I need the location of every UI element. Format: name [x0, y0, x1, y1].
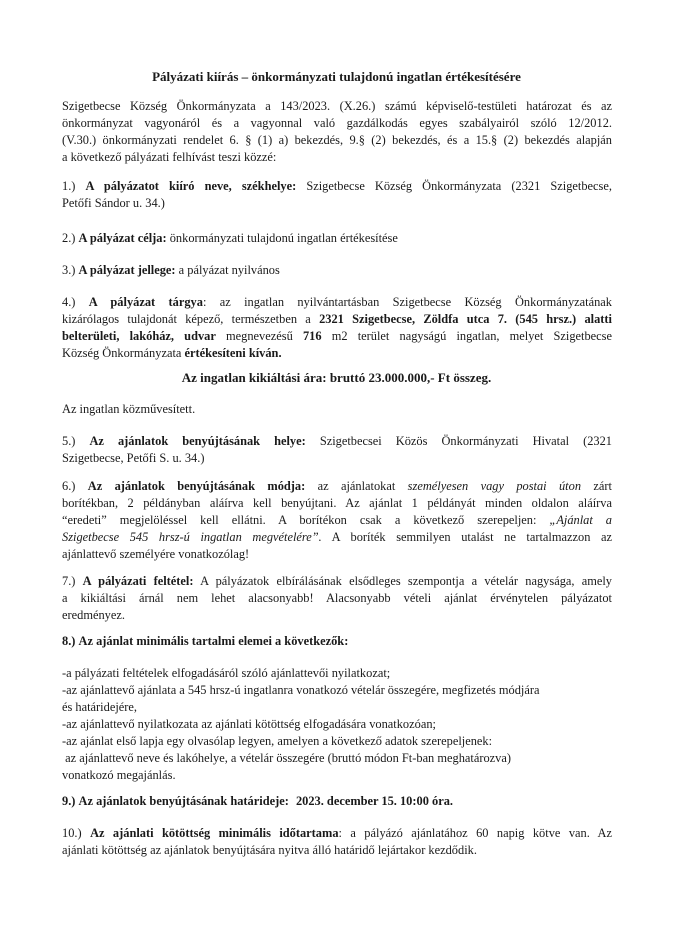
- section-label: Az ajánlatok benyújtásának módja:: [87, 479, 306, 493]
- list-item: az ajánlattevő neve és lakóhelye, a vételár összegére (bruttó módon Ft-ban meghatározva): [62, 751, 511, 765]
- section-9: [62, 793, 612, 810]
- section-text: Szigetbecse, Petőfi S. u. 34.): [62, 451, 205, 465]
- section-2: [62, 230, 612, 247]
- list-item: -az ajánlattevő ajánlata a 545 hrsz-ú ingatlanra vonatkozó vételár összegére, megfizetés módjára: [62, 683, 540, 697]
- section-text: ajánlattevő személyére vonatkozólag!: [62, 547, 250, 561]
- section-number: 1.): [62, 179, 76, 193]
- section-text: Szigetbecsei Közös Önkormányzati Hivatal (2321: [319, 434, 612, 448]
- section-6: [62, 478, 612, 563]
- section-text: borítékban, 2 példányban aláírva kell benyújtani. Az ajánlat 1 példányát minden oldalon aláírva: [62, 496, 612, 510]
- delivery-method: személyesen vagy postai úton: [407, 479, 582, 493]
- section-text: m2 terület nagyságú ingatlan, melyet Szigetbecse: [331, 329, 613, 343]
- section-label: A pályázatot kiíró neve, székhelye:: [85, 179, 297, 193]
- section-text: A pályázatok elbírálásának elsődleges szempontja a vételár nagysága, amely: [200, 574, 612, 588]
- section-text: megnevezésű: [226, 329, 293, 343]
- intro-line: Szigetbecse Község Önkormányzata a 143/2023. (X.26.) számú képviselő-testületi határozat és az: [62, 99, 612, 113]
- section-4: [62, 294, 612, 362]
- section-number: 4.): [62, 295, 76, 309]
- section-8-list: [62, 665, 612, 784]
- section-number: 3.): [62, 263, 76, 277]
- section-text: kizárólagos tulajdonát képező, természetben a: [62, 312, 311, 326]
- utility-note: Az ingatlan közművesített.: [62, 402, 196, 416]
- section-text: Petőfi Sándor u. 34.): [62, 196, 165, 210]
- property-address: 2321 Szigetbecse, Zöldfa utca 7. (545 hrsz.) alatti: [319, 312, 612, 326]
- section-label: A pályázat jellege:: [78, 263, 176, 277]
- envelope-label: „Ajánlat a: [549, 513, 612, 527]
- section-text: : az ingatlan nyilvántartásban Szigetbecse Község Önkormányzatának: [202, 295, 613, 309]
- section-7: [62, 573, 612, 624]
- section-text: Szigetbecse Község Önkormányzata (2321 Szigetbecse,: [306, 179, 612, 193]
- section-number: 9.): [62, 794, 76, 808]
- sale-intent: értékesíteni kíván.: [184, 346, 282, 360]
- section-text: eredményez.: [62, 608, 125, 622]
- intro-line: (V.30.) önkormányzati rendelet 6. § (1) a) bekezdés, 9.§ (2) bekezdés, és a 15.§ (2) bekezdés alapján: [62, 133, 612, 147]
- section-label: A pályázati feltétel:: [82, 574, 194, 588]
- section-text: A boríték semmilyen utalást ne tartalmazzon az: [331, 530, 612, 544]
- section-3: [62, 262, 612, 279]
- section-10: [62, 825, 612, 859]
- section-text: az ajánlatokat: [317, 479, 396, 493]
- intro-paragraph: [62, 98, 612, 166]
- envelope-label: Szigetbecse 545 hrsz-ú ingatlan megvételére”.: [62, 530, 322, 544]
- property-type: belterületi, lakóház, udvar: [62, 329, 216, 343]
- section-number: 8.): [62, 634, 76, 648]
- intro-line: önkormányzat vagyonáról és a vagyonnal való gazdálkodás egyes szabályairól szóló 12/2012.: [62, 116, 612, 130]
- list-item: -az ajánlattevő nyilatkozata az ajánlati kötöttség elfogadására vonatkozóan;: [62, 717, 436, 731]
- deadline-value: 2023. december 15. 10:00 óra.: [295, 794, 453, 808]
- section-number: 7.): [62, 574, 76, 588]
- section-8-heading: [62, 633, 612, 650]
- list-item: vonatkozó megajánlás.: [62, 768, 176, 782]
- property-area: 716: [302, 329, 322, 343]
- section-1: [62, 178, 612, 212]
- section-label: A pályázat tárgya: [88, 295, 203, 309]
- section-label: A pályázat célja:: [78, 231, 167, 245]
- asking-price: Az ingatlan kikiáltási ára: bruttó 23.000.000,- Ft összeg.: [181, 370, 492, 385]
- section-text: Község Önkormányzata: [62, 346, 182, 360]
- section-text: : a pályázó ajánlatához 60 napig kötve van. Az: [338, 826, 612, 840]
- section-number: 5.): [62, 434, 76, 448]
- section-label: Az ajánlat minimális tartalmi elemei a következők:: [78, 634, 349, 648]
- section-text: a kikiáltási árnál nem lehet alacsonyabb! Alacsonyabb vételi ajánlat érvénytelen pályázatot: [62, 591, 612, 605]
- section-label: Az ajánlatok benyújtásának határideje:: [78, 794, 289, 808]
- section-5: [62, 433, 612, 467]
- section-text: a pályázat nyilvános: [178, 263, 280, 277]
- section-number: 6.): [62, 479, 76, 493]
- section-number: 10.): [62, 826, 82, 840]
- section-label: Az ajánlati kötöttség minimális időtartama: [90, 826, 339, 840]
- section-label: Az ajánlatok benyújtásának helye:: [89, 434, 306, 448]
- section-number: 2.): [62, 231, 76, 245]
- section-text: önkormányzati tulajdonú ingatlan értékesítése: [169, 231, 398, 245]
- intro-line: a következő pályázati felhívást teszi közzé:: [62, 150, 277, 164]
- section-text: “eredeti” megjelöléssel kell ellátni. A borítékon csak a következő szerepeljen:: [62, 513, 537, 527]
- list-item: -a pályázati feltételek elfogadásáról szóló ajánlattevői nyilatkozat;: [62, 666, 391, 680]
- list-item: és határidejére,: [62, 700, 137, 714]
- section-text: zárt: [593, 479, 612, 493]
- document-title: Pályázati kiírás – önkormányzati tulajdonú ingatlan értékesítésére: [152, 69, 521, 84]
- list-item: -az ajánlat első lapja egy olvasólap legyen, amelyen a következő adatok szerepeljenek:: [62, 734, 493, 748]
- section-text: ajánlati kötöttség az ajánlatok benyújtására nyitva álló határidő lejártakor kezdődik.: [62, 843, 477, 857]
